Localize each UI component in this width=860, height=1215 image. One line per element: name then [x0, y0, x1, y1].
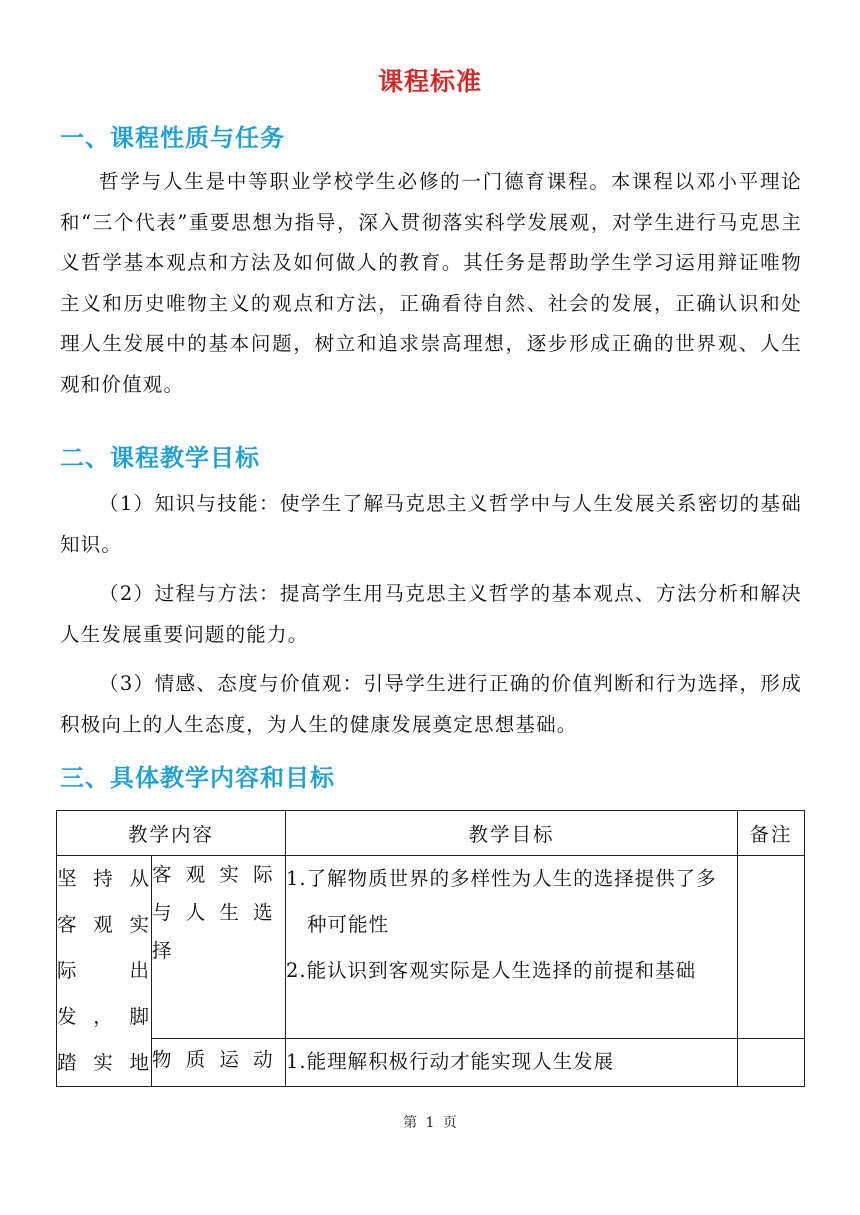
goal-item: 1.能理解积极行动才能实现人生发展 [286, 1050, 615, 1074]
topic-line: 坚持从 [57, 867, 151, 890]
section-heading-content: 三、具体教学内容和目标 [60, 764, 335, 792]
topic-line: 踏实地 [57, 1051, 151, 1074]
section-heading-objectives: 二、课程教学目标 [60, 444, 260, 472]
header-teaching-goals: 教学目标 [286, 811, 738, 856]
subtopic-line: 与 人 生 选 [152, 901, 277, 924]
table-row [57, 1039, 805, 1087]
paragraph-course-nature: 哲学与人生是中等职业学校学生必修的一门德育课程。本课程以邓小平理论和“三个代表”重要思想为指导，深入贯彻落实科学发展观，对学生进行马克思主义哲学基本观点和方法及如何做人的教育。其任务是帮助学生学习运用辩证唯物主义和历史唯物主义的观点和方法，正确看待自然、社会的发展，正确认识和处理人生发展中的基本问题，树立和追求崇高理想，逐步形成正确的世界观、人生观和价值观。 [60, 170, 802, 396]
table-header-row [57, 811, 805, 856]
header-teaching-content: 教学内容 [57, 811, 286, 856]
subtopic-line: 择 [152, 939, 176, 962]
section-heading-nature: 一、课程性质与任务 [60, 124, 285, 152]
paragraph-objective-knowledge: （1）知识与技能：使学生了解马克思主义哲学中与人生发展关系密切的基础知识。 [60, 492, 802, 556]
subtopic-line: 客 观 实 际 [152, 863, 277, 886]
paragraph-objective-process: （2）过程与方法：提高学生用马克思主义哲学的基本观点、方法分析和解决人生发展重要问题的能力。 [60, 582, 802, 646]
document-title: 课程标准 [377, 67, 482, 96]
goals-cell [286, 1039, 738, 1087]
subtopic-cell [152, 1039, 286, 1087]
teaching-content-table [56, 810, 805, 1087]
note-cell [738, 1039, 805, 1087]
goal-item: 1.了解物质世界的多样性为人生的选择提供了多种可能性 [286, 867, 717, 936]
header-notes: 备注 [738, 811, 805, 856]
note-cell [738, 856, 805, 1039]
table-row [57, 856, 805, 1039]
paragraph-objective-attitude: （3）情感、态度与价值观：引导学生进行正确的价值判断和行为选择，形成积极向上的人生态度，为人生的健康发展奠定思想基础。 [60, 672, 802, 736]
topic-line: 际 出 [57, 959, 151, 982]
topic-line: 客观实 [57, 913, 151, 936]
topic-line: 发，脚 [57, 1005, 151, 1028]
goals-cell [286, 856, 738, 1039]
subtopic-cell [152, 856, 286, 1039]
topic-cell [57, 856, 152, 1087]
page-footer: 第 1 页 [403, 1115, 457, 1131]
goal-item: 2.能认识到客观实际是人生选择的前提和基础 [286, 959, 697, 982]
subtopic-line: 物 质 运 动 [152, 1048, 277, 1072]
